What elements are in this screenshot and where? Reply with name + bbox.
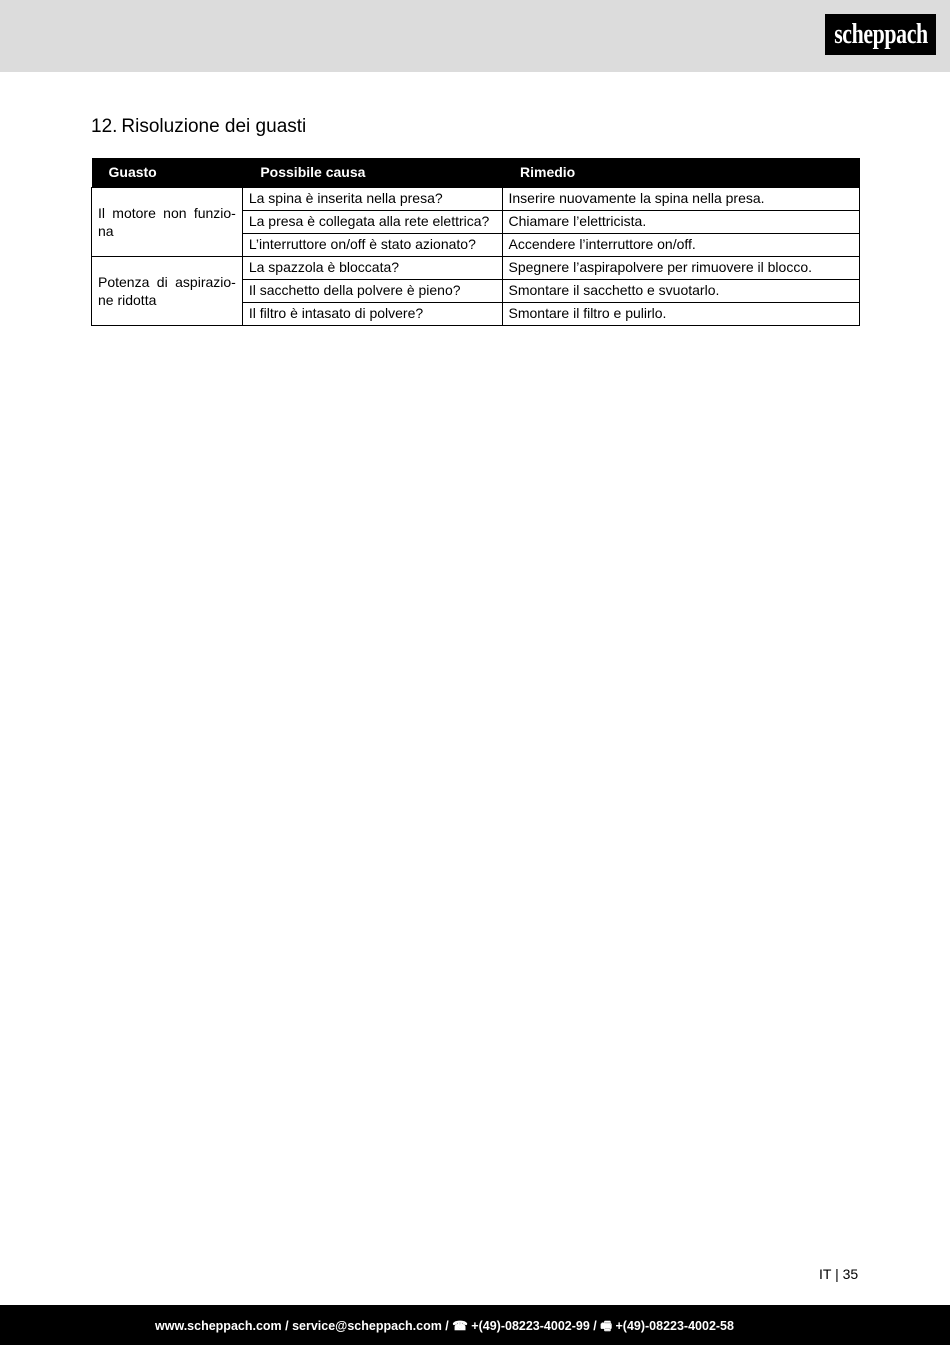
remedy-cell: Accendere l’interruttore on/off. (502, 233, 860, 256)
section-number: 12. (91, 116, 118, 137)
column-header-cause: Possibile causa (242, 158, 502, 187)
cause-cell: La spazzola è bloccata? (242, 256, 502, 279)
cause-cell: Il filtro è intasato di polvere? (242, 302, 502, 325)
section-title (91, 116, 306, 138)
column-header-remedy: Rimedio (502, 158, 860, 187)
brand-logo (825, 14, 936, 55)
cause-cell: La presa è collegata alla rete elettrica? (242, 210, 502, 233)
remedy-cell: Chiamare l’elettricista. (502, 210, 860, 233)
footer-band (0, 1305, 950, 1345)
fault-cell: Potenza di aspirazio-ne ridotta (92, 256, 243, 325)
troubleshooting-table (91, 158, 860, 326)
cause-cell: L’interruttore on/off è stato azionato? (242, 233, 502, 256)
section-title-text: Risoluzione dei guasti (121, 116, 307, 137)
cause-cell: Il sacchetto della polvere è pieno? (242, 279, 502, 302)
footer-contact: www.scheppach.com / service@scheppach.com / ☎ +(49)-08223-4002-99 / 🖷 +(49)-08223-4002-58 (155, 1319, 734, 1333)
table-row (92, 256, 860, 279)
column-header-fault: Guasto (92, 158, 243, 187)
table-header-row (92, 158, 860, 187)
cause-cell: La spina è inserita nella presa? (242, 187, 502, 210)
remedy-cell: Smontare il filtro e pulirlo. (502, 302, 860, 325)
remedy-cell: Smontare il sacchetto e svuotarlo. (502, 279, 860, 302)
header-band (0, 0, 950, 72)
table-row (92, 187, 860, 210)
page-number: IT | 35 (819, 1266, 859, 1282)
fault-cell: Il motore non funzio-na (92, 187, 243, 256)
brand-logo-text: scheppach (833, 18, 928, 50)
remedy-cell: Spegnere l’aspirapolvere per rimuovere il blocco. (502, 256, 860, 279)
remedy-cell: Inserire nuovamente la spina nella presa. (502, 187, 860, 210)
